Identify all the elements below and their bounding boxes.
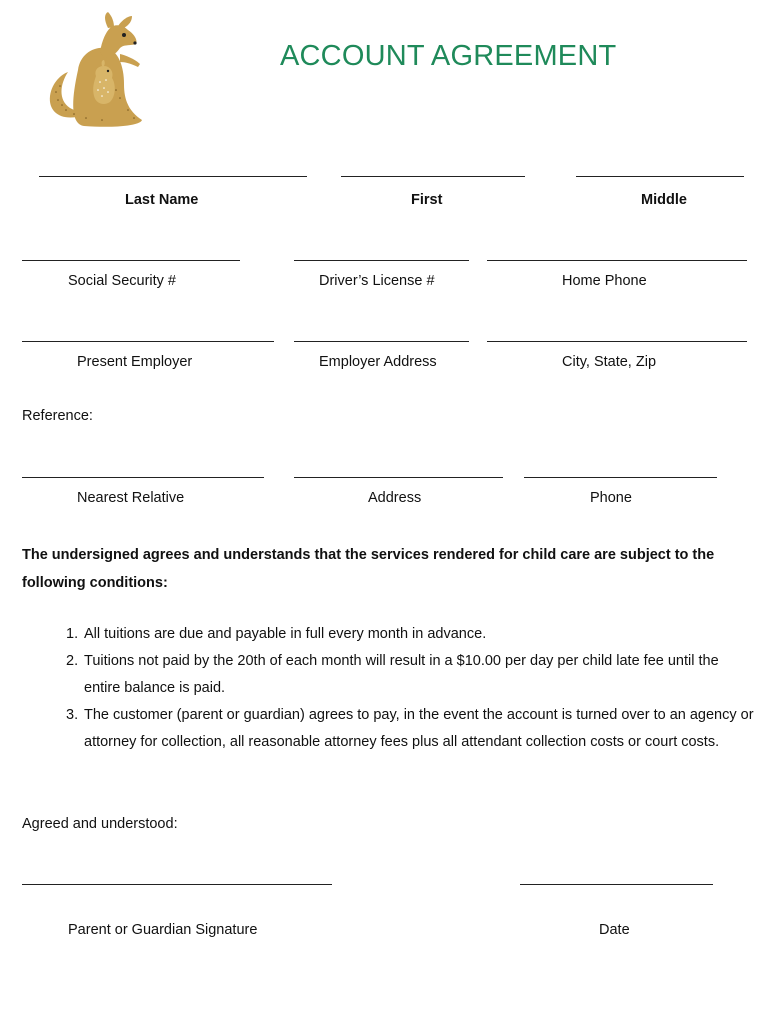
condition-text: All tuitions are due and payable in full every month in advance. (84, 626, 487, 642)
first-name-line[interactable] (341, 176, 525, 177)
city-state-zip-line[interactable] (487, 341, 747, 342)
reference-label: Reference: (22, 408, 93, 424)
home-phone-line[interactable] (487, 260, 747, 261)
ssn-label: Social Security # (68, 273, 176, 289)
relative-address-line[interactable] (294, 477, 503, 478)
condition-number: 3. (66, 707, 79, 723)
ssn-line[interactable] (22, 260, 240, 261)
employer-address-line[interactable] (294, 341, 469, 342)
relative-label: Nearest Relative (77, 490, 185, 506)
condition-number: 1. (66, 626, 79, 642)
condition-text: The customer (parent or guardian) agrees to pay, in the event the account is turned over to an agency or attorney for collection, all reasonable attorney fees plus all attendant collection costs or court costs. (84, 707, 754, 750)
middle-name-line[interactable] (576, 176, 744, 177)
last-name-label: Last Name (125, 192, 199, 208)
last-name-line[interactable] (39, 176, 307, 177)
employer-line[interactable] (22, 341, 274, 342)
date-line[interactable] (520, 884, 713, 885)
relative-line[interactable] (22, 477, 264, 478)
relative-phone-line[interactable] (524, 477, 717, 478)
kangaroo-with-joey-icon (44, 10, 146, 132)
home-phone-label: Home Phone (562, 273, 647, 289)
condition-item (66, 648, 756, 702)
signature-line[interactable] (22, 884, 332, 885)
agreed-label: Agreed and understood: (22, 816, 178, 832)
relative-address-label: Address (368, 490, 422, 506)
date-label: Date (599, 922, 630, 938)
page-title: ACCOUNT AGREEMENT (280, 40, 617, 72)
condition-text: Tuitions not paid by the 20th of each month will result in a $10.00 per day per child late fee until the entire balance is paid. (84, 653, 719, 696)
middle-name-label: Middle (641, 192, 687, 208)
condition-number: 2. (66, 653, 79, 669)
employer-address-label: Employer Address (319, 354, 437, 370)
city-state-zip-label: City, State, Zip (562, 354, 657, 370)
conditions-intro: The undersigned agrees and understands that the services rendered for child care are subject to the following conditions: (22, 547, 715, 591)
condition-item (66, 621, 756, 648)
condition-item (66, 702, 756, 756)
license-label: Driver’s License # (319, 273, 435, 289)
signature-label: Parent or Guardian Signature (68, 922, 258, 938)
first-name-label: First (411, 192, 443, 208)
employer-label: Present Employer (77, 354, 193, 370)
relative-phone-label: Phone (590, 490, 632, 506)
license-line[interactable] (294, 260, 469, 261)
